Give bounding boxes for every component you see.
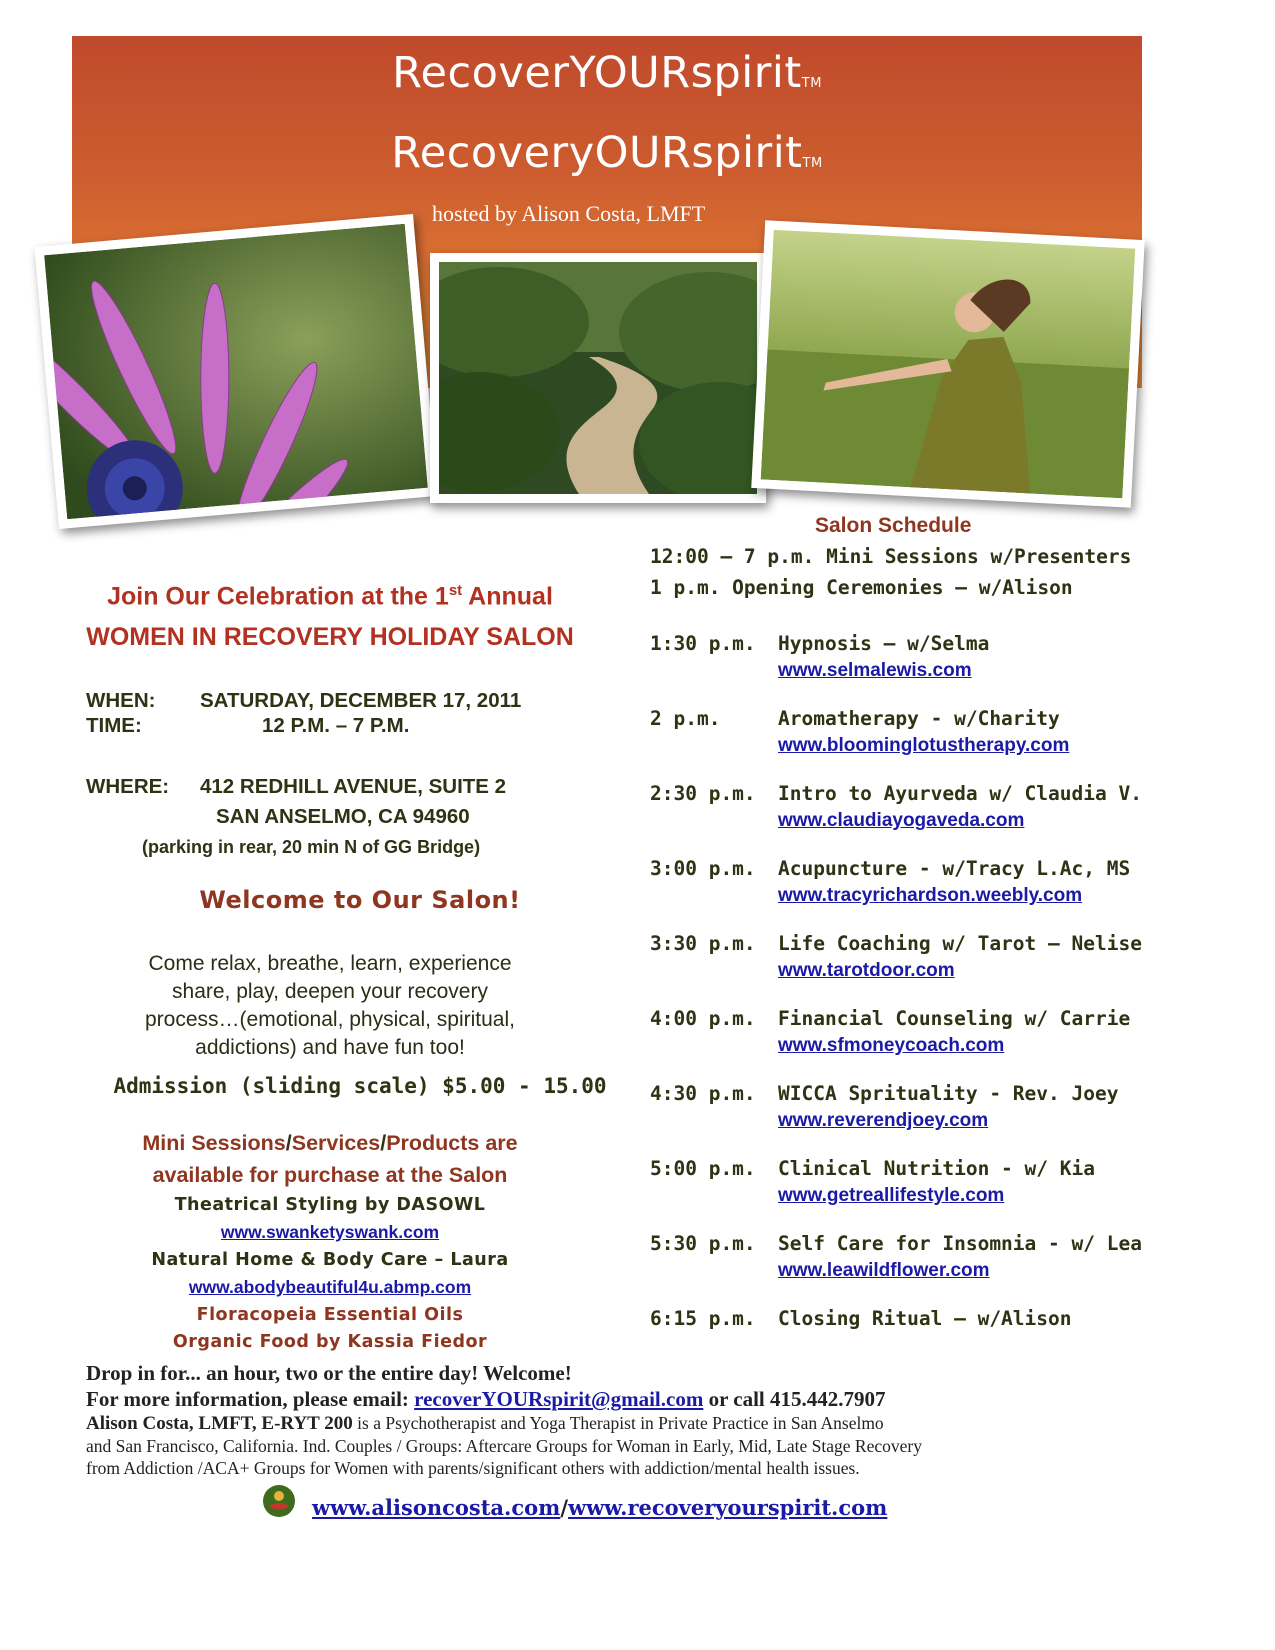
schedule-item: 2:30 p.m. Intro to Ayurveda w/ Claudia V. <box>650 782 1142 805</box>
schedule-link[interactable]: www.sfmoneycoach.com <box>778 1035 1005 1056</box>
website-link-recoveryourspirit[interactable]: www.recoveryourspirit.com <box>568 1495 888 1520</box>
schedule-item: 5:00 p.m. Clinical Nutrition - w/ Kia <box>650 1157 1095 1180</box>
schedule-link[interactable]: www.tracyrichardson.weebly.com <box>778 885 1083 906</box>
schedule-link[interactable]: www.leawildflower.com <box>778 1260 990 1281</box>
mini-sessions-heading: Mini Sessions/Services/Products are available for purchase at the Salon <box>142 1131 518 1187</box>
trademark-mark: TM <box>801 76 822 91</box>
schedule-link[interactable]: www.bloominglotustherapy.com <box>778 735 1070 756</box>
schedule-link[interactable]: www.tarotdoor.com <box>778 960 955 981</box>
schedule-link[interactable]: www.selmalewis.com <box>778 660 972 681</box>
lotus-logo-icon <box>262 1484 296 1523</box>
bio-line-1: Alison Costa, LMFT, E-RYT 200 is a Psychotherapist and Yoga Therapist in Private Practice in San Anselmo <box>86 1413 884 1434</box>
contact-line: For more information, please email: recoverYOURspirit@gmail.com or call 415.442.7907 <box>86 1387 886 1411</box>
schedule-line-opening: 1 p.m. Opening Ceremonies – w/Alison <box>650 576 1073 599</box>
footer <box>86 1360 1256 1479</box>
schedule-item: 3:00 p.m. Acupuncture - w/Tracy L.Ac, MS <box>650 857 1131 880</box>
address-line-2: SAN ANSELMO, CA 94960 <box>216 805 470 828</box>
title-line-2: RecoveryOURspiritTM <box>391 128 823 178</box>
where-block <box>86 772 506 862</box>
hosted-by: hosted by Alison Costa, LMFT <box>432 201 706 226</box>
schedule-item: 4:00 p.m. Financial Counseling w/ Carrie <box>650 1007 1131 1030</box>
schedule-line-mini: 12:00 – 7 p.m. Mini Sessions w/Presenters <box>650 545 1132 568</box>
when-block <box>86 688 521 738</box>
vendor-list <box>30 1192 630 1356</box>
title-line-1: RecoverYOURspiritTM <box>392 48 822 98</box>
event-name: WOMEN IN RECOVERY HOLIDAY SALON <box>86 623 574 652</box>
time-label: TIME: <box>86 714 142 737</box>
email-link[interactable]: recoverYOURspirit@gmail.com <box>414 1387 704 1411</box>
schedule-item: 4:30 p.m. WICCA Sprituality - Rev. Joey <box>650 1082 1119 1105</box>
parking-note: (parking in rear, 20 min N of GG Bridge) <box>142 837 481 857</box>
woman-field-photo <box>751 220 1145 508</box>
admission-text: Admission (sliding scale) $5.00 - 15.00 <box>113 1074 607 1098</box>
schedule-link[interactable]: www.reverendjoey.com <box>778 1110 989 1131</box>
flower-photo <box>34 214 437 529</box>
when-label: WHEN: <box>86 689 156 712</box>
drop-in-text: Drop in for... an hour, two or the entire day! Welcome! <box>86 1361 572 1385</box>
join-line: Join Our Celebration at the 1st Annual <box>107 582 553 611</box>
vendor-theatrical: Theatrical Styling by DASOWL <box>174 1195 486 1215</box>
vendor-organic-food: Organic Food by Kassia Fiedor <box>172 1332 488 1352</box>
bio-line-3: from Addiction /ACA+ Groups for Women with parents/significant others with addiction/mental health issues. <box>86 1458 860 1478</box>
footer-links: www.alisoncosta.com/www.recoveryourspirit.com <box>312 1495 888 1520</box>
forest-path-photo <box>430 253 766 503</box>
schedule-link[interactable]: www.claudiayogaveda.com <box>778 810 1025 831</box>
vendor-link-swank[interactable]: www.swanketyswank.com <box>220 1222 440 1242</box>
schedule-item: 3:30 p.m. Life Coaching w/ Tarot – Nelise <box>650 932 1142 955</box>
intro-text: Come relax, breathe, learn, experience share, play, deepen your recovery process…(emotional, physical, spiritual, addictions) and have fun too! <box>145 952 515 1059</box>
welcome-heading: Welcome to Our Salon! <box>199 886 521 914</box>
time-value: 12 P.M. – 7 P.M. <box>262 714 410 737</box>
schedule-item: 5:30 p.m. Self Care for Insomnia - w/ Lea <box>650 1232 1142 1255</box>
schedule-item: 6:15 p.m. Closing Ritual – w/Alison <box>650 1307 1072 1330</box>
address-line-1: 412 REDHILL AVENUE, SUITE 2 <box>200 775 507 798</box>
event-heading <box>30 570 630 658</box>
schedule-link[interactable]: www.getreallifestyle.com <box>778 1185 1005 1206</box>
website-link-alisoncosta[interactable]: www.alisoncosta.com <box>312 1495 561 1520</box>
when-value: SATURDAY, DECEMBER 17, 2011 <box>200 689 522 712</box>
bio-line-2: and San Francisco, California. Ind. Couples / Groups: Aftercare Groups for Woman in Early, Mid, Late Stage Recovery <box>86 1436 922 1456</box>
where-label: WHERE: <box>86 775 170 798</box>
vendor-link-abody[interactable]: www.abodybeautiful4u.abmp.com <box>188 1277 472 1297</box>
schedule-title: Salon Schedule <box>815 514 972 537</box>
vendor-natural-care: Natural Home & Body Care – Laura <box>151 1250 509 1270</box>
trademark-mark: TM <box>802 156 823 171</box>
schedule-item: 2 p.m. Aromatherapy - w/Charity <box>650 707 1060 730</box>
vendor-floracopeia: Floracopeia Essential Oils <box>196 1305 464 1325</box>
schedule-item: 1:30 p.m. Hypnosis – w/Selma <box>650 632 990 655</box>
